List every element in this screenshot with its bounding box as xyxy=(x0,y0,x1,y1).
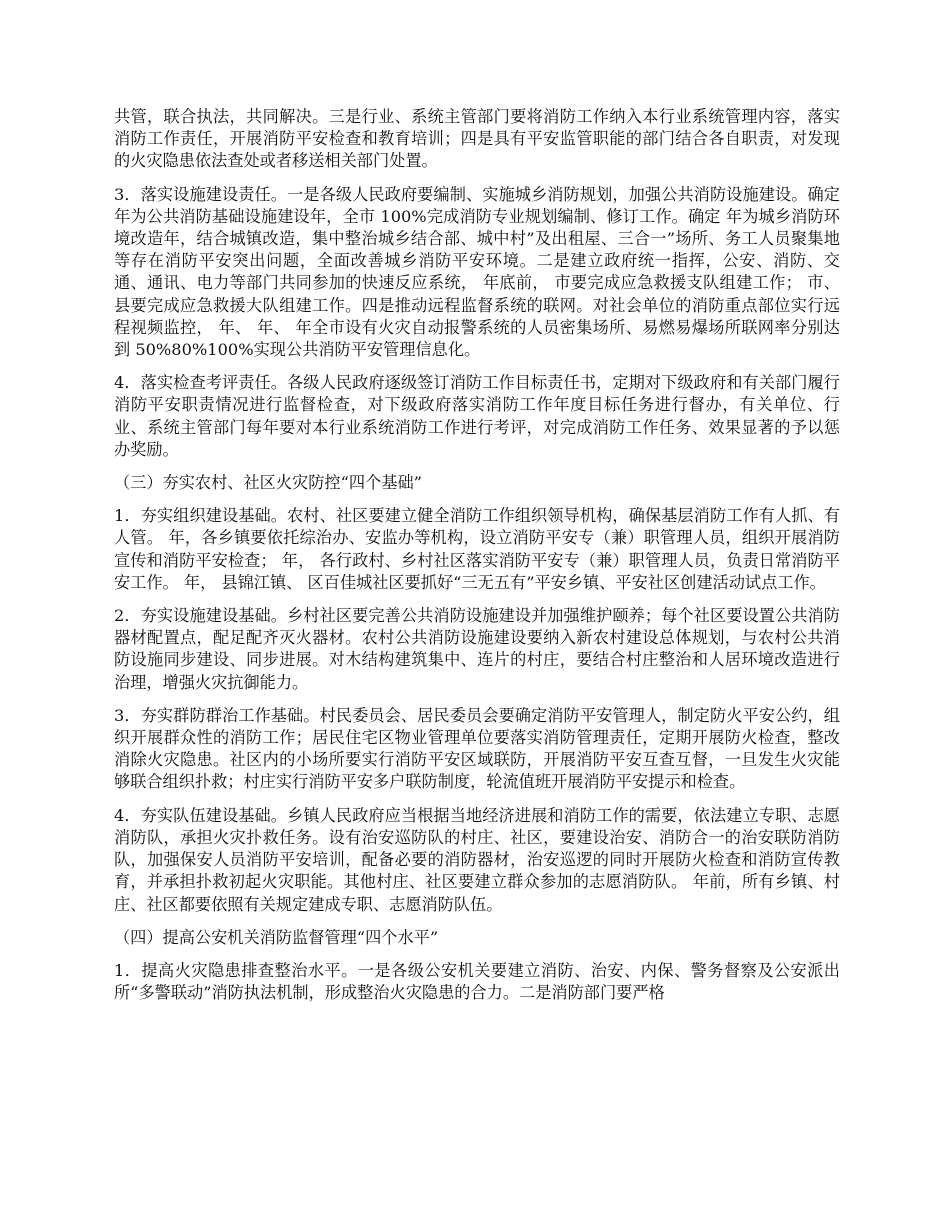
section-heading-police-supervision: （四）提高公安机关消防监督管理“四个水平” xyxy=(114,927,439,947)
paragraph-team-basis: 4．夯实队伍建设基础。乡镇人民政府应当根据当地经济进展和消防工作的需要，依法建立专职、志愿消防队，承担火灾扑救任务。设有治安巡防队的村庄、社区，要建设治安、消防合一的治安联防消防队，加强保安人员消防平安培训，配备必要的消防器材，治安巡逻的同时开展防火检查和消防宣传教育，并承担扑救初起火灾职能。其他村庄、社区要建立群众参加的志愿消防队。 年前，所有乡镇、村庄、社区都要依照有关规定建成专职、志愿消防队伍。 xyxy=(114,805,840,914)
section-heading-rural-community: （三）夯实农村、社区火灾防控“四个基础” xyxy=(114,473,422,493)
paragraph-hazard-inspection: 1．提高火灾隐患排查整治水平。一是各级公安机关要建立消防、治安、内保、警务督察及公安派出所“多警联动”消防执法机制，形成整治火灾隐患的合力。二是消防部门要严格 xyxy=(114,960,840,1003)
paragraph-responsibility-continued: 共管，联合执法，共同解决。三是行业、系统主管部门要将消防工作纳入本行业系统管理内容，落实消防工作责任，开展消防平安检查和教育培训；四是具有平安监管职能的部门结合各自职责，对发现的火灾隐患依法查处或者移送相关部门处置。 xyxy=(114,107,840,171)
paragraph-mass-prevention-basis: 3．夯实群防群治工作基础。村民委员会、居民委员会要确定消防平安管理人，制定防火平安公约，组织开展群众性的消防工作；居民住宅区物业管理单位要落实消防管理责任，定期开展防火检查，整改消除火灾隐患。社区内的小场所要实行消防平安区域联防，开展消防平安互查互督，一旦发生火灾能够联合组织扑救；村庄实行消防平安多户联防制度，轮流值班开展消防平安提示和检查。 xyxy=(114,705,840,792)
paragraph-inspection-evaluation: 4．落实检查考评责任。各级人民政府逐级签订消防工作目标责任书，定期对下级政府和有关部门履行消防平安职责情况进行监督检查，对下级政府落实消防工作年度目标任务进行督办，有关单位、行业、系统主管部门每年要对本行业系统消防工作进行考评，对完成消防工作任务、效果显著的予以惩办奖励。 xyxy=(114,373,840,459)
document-page xyxy=(114,106,840,1015)
paragraph-facility-basis: 2．夯实设施建设基础。乡村社区要完善公共消防设施建设并加强维护颐养；每个社区要设置公共消防器材配置点，配足配齐灭火器材。农村公共消防设施建设要纳入新农村建设总体规划，与农村公共消防设施同步建设、同步进展。对木结构建筑集中、连片的村庄，要结合村庄整治和人居环境改造进行治理，增强火灾抗御能力。 xyxy=(114,606,840,692)
paragraph-organization-basis: 1．夯实组织建设基础。农村、社区要建立健全消防工作组织领导机构，确保基层消防工作有人抓、有人管。 年，各乡镇要依托综治办、安监办等机构，设立消防平安专（兼）职管理人员，组织开展消防宣传和消防平安检查； 年， 各行政村、乡村社区落实消防平安专（兼）职管理人员，负责日常消防平安工作。 年， 县锦江镇、 区百佳城社区要抓好“三无五有”平安乡镇、平安社区创建活动试点工作。 xyxy=(114,506,840,592)
paragraph-facility-construction: 3．落实设施建设责任。一是各级人民政府要编制、实施城乡消防规划，加强公共消防设施建设。确定 年为公共消防基础设施建设年，全市 100%完成消防专业规划编制、修订工作。确定 年为城乡消防环境改造年，结合城镇改造，集中整治城乡结合部、城中村”及出租屋、三合一”场所、务工人员聚集地等存在消防平安突出问题，全面改善城乡消防平安环境。二是建立政府统一指挥，公安、消防、交通、通讯、电力等部门共同参加的快速反应系统， 年底前， 市要完成应急救援支队组建工作； 市、 县要完成应急救援大队组建工作。四是推动远程监督系统的联网。对社会单位的消防重点部位实行远程视频监控， 年、 年、 年全市设有火灾自动报警系统的人员密集场所、易燃易爆场所联网率分别达到 50%80%100%实现公共消防平安管理信息化。 xyxy=(114,184,840,360)
